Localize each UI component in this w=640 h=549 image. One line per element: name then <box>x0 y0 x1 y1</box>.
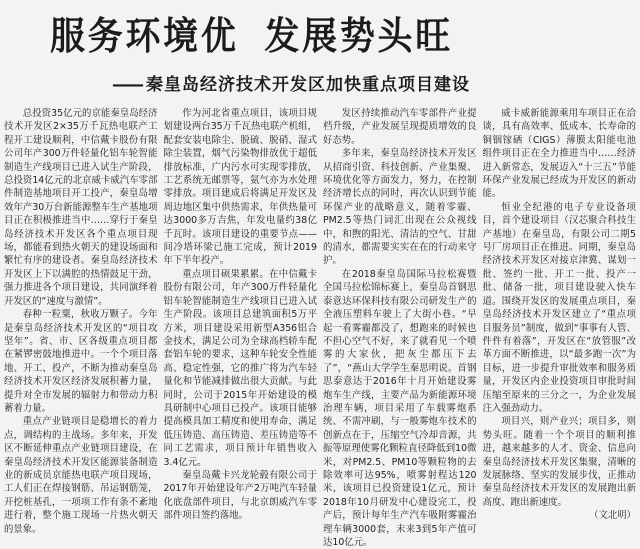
paragraph: 恒业全纪港的电子专业设备项目，首个建设项目（汉芯聚合科技生产基地）在秦皇岛，有限公司二期5号厂房项目正在推进。同期，秦皇岛经济技术开发区对接京津冀、谋划一批、签约一批、开工一批、投产一批、储备一批，项目建设驶入快车道。围绕开发区的发展重点项目，秦皇岛经济技术开发区建立了“重点项目服务员”制度，做到“事事有人管、件件有着落”，开发区在“放管服”改革方面不断推进，以“最多跑一次”为目标，进一步提升审批效率和服务质量，开发区内企业投资项目审批时间压缩至原来的三分之一，为企业发展注入强劲动力。 <box>482 201 636 414</box>
article-column-4 <box>482 107 637 522</box>
paragraph: 多年来，秦皇岛经济技术开发区从招商引资、科技创新、产业集聚、环境优化等方面发力，努力，在控制经济增长点的同时，再次认识到节能环保产业的战略意义，随着零霾、PM2.5等热门词汇出现在公众视线中，和煦的阳光、清洁的空气、甘甜的清水，都需要实实在在的行动来守护。 <box>323 148 477 267</box>
byline: （文北明） <box>589 510 636 522</box>
headline-part-2: 发展势头旺 <box>264 14 453 58</box>
paragraph: 重点产业链项目是稳增长的着力点，调结构的主战场。多年来，开发区不断延伸重点产业链项目建设，在秦皇岛经济技术开发区能源装备制造业的新成员京能热电联产项目现场，工人们正在焊接钢筋、吊运钢筋笼，开挖桩基孔，一项项工作有条不紊地进行着，整个施工现场一片热火朝天的景象。 <box>4 416 158 535</box>
paragraph: 作为河北省重点项目，该项目规划建设两台35万千瓦热电联产机组，配套安装电除尘、脱硫、脱硝、湿式除尘装置，烟气污染物排放优于超低排放标准，广内污水可实现零排放，工艺系统无邮票等，氨气亦为水处理零排放。项目建成后将满足开发区及周边地区集中供热需求，年供热量可达3000多万吉焦，年发电量约38亿千瓦时。该项目建设的重要节点——间冷塔环梁已施工完成，预计2019年下半年投产。 <box>163 108 317 267</box>
article-column-2 <box>163 107 318 522</box>
paragraph: 在2018秦皇岛国际马拉松赛暨全国马拉松锦标赛上，秦皇岛首钢思泰意达环保科技有限公司研发生产的全液压塑料车驶上了大街小巷。“早起一看雾霾都没了，想跑来的时候也不担心空气不好，来了就看见一个喷雾的大家伙，把灰尘都压下去了”，“燕山大学学生秦思明说。首钢思泰意达于2016年十月开始建设雾炮车生产线，主要产品为新能源环境治理车辆，项目采用了车载雾炮系统、不需冲刷，与一般雾炮车技术的创新点在于，压缩空气冷却音源，共振等原理使雾化颗粒直径降低到10微米，对PM2.5、PM10等颗粒物的去除效率可达95%，喷雾射程达120米，该项目已投资建设1亿元，预计2018年10月研发中心建设完工，投产后，预计每年生产汽车吸附雾霾治理车辆3000套，未来3到5年产值可达10亿元。 <box>323 268 477 548</box>
paragraph: 总投资35亿元的京能秦皇岛经济技术开发区2×35万千瓦热电联产工程开工建设顺利，中信戴卡股份有限公司年产300万件轻量化铝车轮智能制造生产线项目已进入试生产阶段，总投资14亿元的北京威卡威汽车零部件制造基地项目开工投产，秦皇岛增效年产30万台新能源整车生产基地项目正在积极推进当中……穿行于秦皇岛经济技术开发区各个重点项目现场，都能看到热火朝天的建设场面和繁忙有序的建设者。秦皇岛经济技术开发区上下以满腔的热情鼓足干劲，强力推进各个项目建设，共同演绎着开发区的“速度与激情”。 <box>4 108 158 307</box>
subheadline: —— 秦皇岛经济技术开发区加快重点项目建设 <box>112 75 470 95</box>
article-column-3 <box>323 107 477 548</box>
paragraph: 发区持续推动汽车零部件产业提档升级，产业发展呈现提质增效的良好态势。 <box>323 108 477 146</box>
article-body <box>4 107 636 548</box>
paragraph: 秦皇岛戴卡兴龙轮毂有限公司于2017年开始建设年产2万吨汽车轻量化底盘部件项目，与北京朗威汽车零部件项目签约落地。 <box>163 469 317 522</box>
paragraph: 重点项目硕果累累。在中信戴卡股份有限公司，年产300万件轻量化铝车轮智能制造生产线项目已进入试生产阶段。该项目总建筑面积5万平方米，项目建设采用新型A356铝合金技术，满足公司为全球高档轿车配套铝车轮的要求，这种车轮安全性能高、稳定性强，它的推广将为汽车轻量化和节能减排做出很大贡献。与此同时，公司于2015年开始建设的模具研制中心项目已投产。该项目能够提高模具加工精度和使用寿命，满足低压铸造、高压铸造、差压铸造等不同工艺需求，项目预计年销售收入3.4亿元。 <box>163 268 317 468</box>
paragraph: 春种一粒粟，秋收万颗子。今年是秦皇岛经济技术开发区的“项目攻坚年”。省、市、区各级重点项目都在紧锣密鼓地推进中。一个个项目落地、开工、投产，不断为推动秦皇岛经济技术开发区经济发展积蓄力量，提升对全市发展的辐射力和带动力积蓄着力量。 <box>4 309 158 414</box>
headline-part-1: 服务环境优 <box>50 14 239 58</box>
headline <box>50 14 565 58</box>
paragraph: 威卡威新能源乘用车项目正在洽谈，具有高效率、低成本、长寿命的铜铟镓硒（CIGS）薄膜太阳能电池组件项目正在全力推进当中……经济进入新常态，发展迈入“十三五”节能环保产业发展已经成为开发区的新动能。 <box>482 108 636 200</box>
article-column-1 <box>4 107 158 535</box>
paragraph: 项目兴，则产业兴；项目多，则势头旺。随着一个个项目的顺利推进，越来越多的人才、资金、信息向秦皇岛经济技术开发区集聚，清晰的发展脉络、坚实的发展步伐，正推动秦皇岛经济技术开发区的发展跑出新高度、跑出新速度。 <box>482 416 636 508</box>
subheadline-text: 秦皇岛经济技术开发区加快重点项目建设 <box>146 75 470 95</box>
